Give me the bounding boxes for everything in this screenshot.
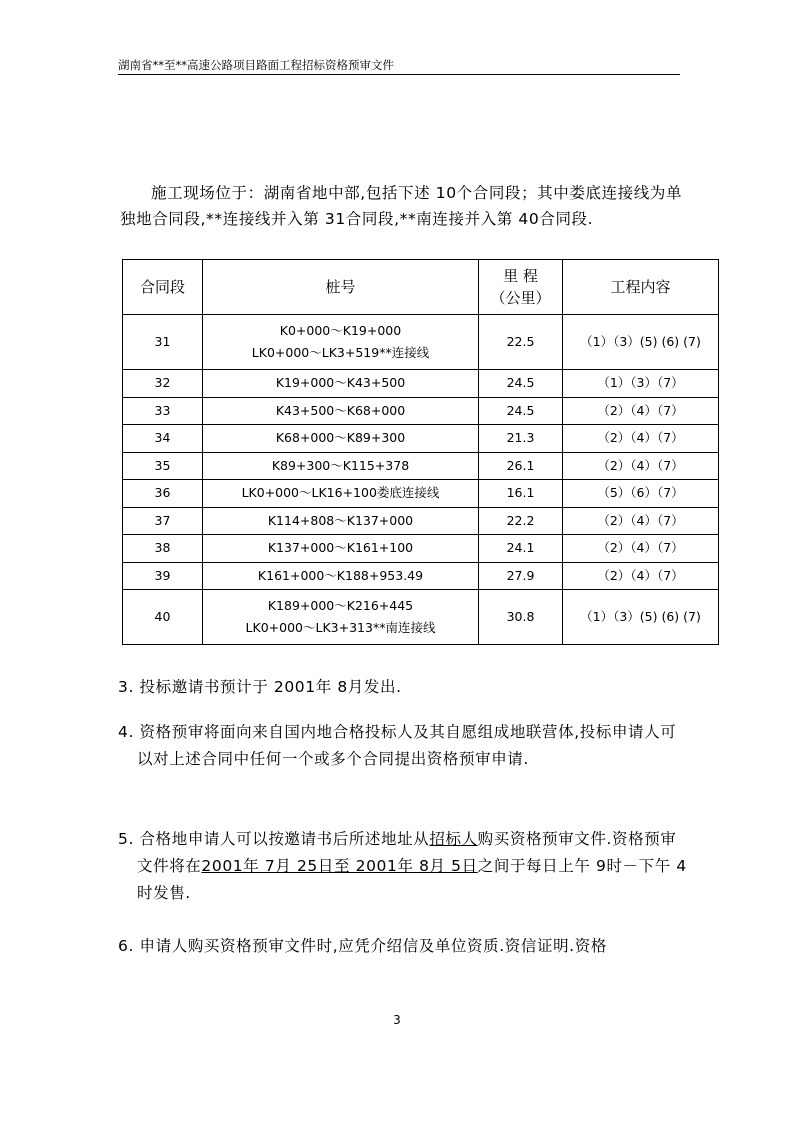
cell-mileage: 16.1 bbox=[479, 480, 563, 508]
page-header: 湖南省**至**高速公路项目路面工程招标资格预审文件 bbox=[118, 56, 680, 75]
cell-stake: K161+000～K188+953.49 bbox=[203, 562, 479, 590]
cell-stake: K68+000～K89+300 bbox=[203, 425, 479, 453]
item-5-text-a: 合格地申请人可以按邀请书后所述地址从 bbox=[139, 830, 430, 848]
cell-mileage: 30.8 bbox=[479, 590, 563, 645]
item-6-number: 6. bbox=[118, 937, 134, 955]
cell-stake-line2: LK0+000～LK3+313**南连接线 bbox=[245, 620, 436, 635]
table-row bbox=[123, 315, 719, 370]
item-5-number: 5. bbox=[118, 830, 134, 848]
page-number: 3 bbox=[393, 1013, 401, 1027]
item-5-date-range: 2001年 7月 25日至 2001年 8月 5日 bbox=[201, 857, 478, 875]
cell-section: 39 bbox=[123, 562, 203, 590]
cell-stake-line1: K189+000～K216+445 bbox=[267, 598, 414, 613]
cell-section: 34 bbox=[123, 425, 203, 453]
intro-paragraph bbox=[120, 180, 690, 232]
cell-content: （5）（6）（7） bbox=[563, 480, 719, 508]
cell-mileage: 26.1 bbox=[479, 452, 563, 480]
cell-stake-line1: K0+000～K19+000 bbox=[279, 323, 402, 338]
cell-section: 36 bbox=[123, 480, 203, 508]
cell-content: （1）（3）(5) (6) (7) bbox=[563, 590, 719, 645]
cell-stake bbox=[203, 590, 479, 645]
item-3-text: 投标邀请书预计于 2001年 8月发出. bbox=[139, 678, 402, 696]
cell-stake: K43+500～K68+000 bbox=[203, 397, 479, 425]
cell-mileage: 22.5 bbox=[479, 315, 563, 370]
table-row bbox=[123, 452, 719, 480]
cell-content: （2）（4）（7） bbox=[563, 562, 719, 590]
table-header-row bbox=[123, 260, 719, 315]
cell-mileage: 22.2 bbox=[479, 507, 563, 535]
item-4 bbox=[118, 719, 688, 773]
table-row bbox=[123, 397, 719, 425]
header-content: 工程内容 bbox=[563, 260, 719, 315]
item-6-text: 申请人购买资格预审文件时,应凭介绍信及单位资质.资信证明.资格 bbox=[139, 937, 607, 955]
cell-section: 40 bbox=[123, 590, 203, 645]
table-row bbox=[123, 370, 719, 398]
header-section: 合同段 bbox=[123, 260, 203, 315]
cell-content: （2）（4）（7） bbox=[563, 397, 719, 425]
cell-stake: K89+300～K115+378 bbox=[203, 452, 479, 480]
contract-sections-table bbox=[122, 259, 719, 645]
table-row bbox=[123, 562, 719, 590]
cell-content: （2）（4）（7） bbox=[563, 452, 719, 480]
cell-section: 33 bbox=[123, 397, 203, 425]
cell-mileage: 24.5 bbox=[479, 397, 563, 425]
cell-mileage: 24.5 bbox=[479, 370, 563, 398]
header-stake: 桩号 bbox=[203, 260, 479, 315]
cell-section: 37 bbox=[123, 507, 203, 535]
intro-text: 施工现场位于：湖南省地中部,包括下述 10个合同段；其中娄底连接线为单独地合同段,**连接线并入第 31合同段,**南连接并入第 40合同段. bbox=[120, 184, 683, 228]
cell-stake: LK0+000～LK16+100娄底连接线 bbox=[203, 480, 479, 508]
cell-stake: K137+000～K161+100 bbox=[203, 535, 479, 563]
table-row bbox=[123, 480, 719, 508]
cell-mileage: 21.3 bbox=[479, 425, 563, 453]
header-mileage bbox=[479, 260, 563, 315]
cell-section: 35 bbox=[123, 452, 203, 480]
item-5-tenderer-link[interactable]: 招标人 bbox=[429, 830, 478, 848]
cell-mileage: 27.9 bbox=[479, 562, 563, 590]
cell-stake-line2: LK0+000～LK3+519**连接线 bbox=[251, 345, 430, 360]
table-row bbox=[123, 535, 719, 563]
table-row bbox=[123, 425, 719, 453]
item-5-text-c: 之间于每日上午 9时－下午 4时发售. bbox=[137, 857, 687, 902]
item-5 bbox=[118, 826, 688, 907]
table-row bbox=[123, 507, 719, 535]
cell-content: （2）（4）（7） bbox=[563, 535, 719, 563]
cell-stake: K114+808～K137+000 bbox=[203, 507, 479, 535]
cell-content: （1）（3）（7） bbox=[563, 370, 719, 398]
item-4-number: 4. bbox=[118, 723, 134, 741]
header-mileage-line1: 里 程 bbox=[503, 267, 538, 285]
cell-content: （2）（4）（7） bbox=[563, 507, 719, 535]
cell-section: 32 bbox=[123, 370, 203, 398]
item-4-text: 资格预审将面向来自国内地合格投标人及其自愿组成地联营体,投标申请人可以对上述合同中任何一个或多个合同提出资格预审申请. bbox=[137, 723, 677, 768]
cell-stake bbox=[203, 315, 479, 370]
cell-section: 38 bbox=[123, 535, 203, 563]
cell-content: （1）（3）(5) (6) (7) bbox=[563, 315, 719, 370]
item-5-text-b: 购买资格预审文件.资格预审文件将在 bbox=[137, 830, 677, 875]
item-6 bbox=[118, 933, 688, 960]
cell-section: 31 bbox=[123, 315, 203, 370]
cell-mileage: 24.1 bbox=[479, 535, 563, 563]
cell-stake: K19+000～K43+500 bbox=[203, 370, 479, 398]
cell-content: （2）（4）（7） bbox=[563, 425, 719, 453]
header-mileage-line2: （公里） bbox=[490, 289, 551, 307]
item-3 bbox=[118, 674, 688, 701]
table-row bbox=[123, 590, 719, 645]
item-3-number: 3. bbox=[118, 678, 134, 696]
